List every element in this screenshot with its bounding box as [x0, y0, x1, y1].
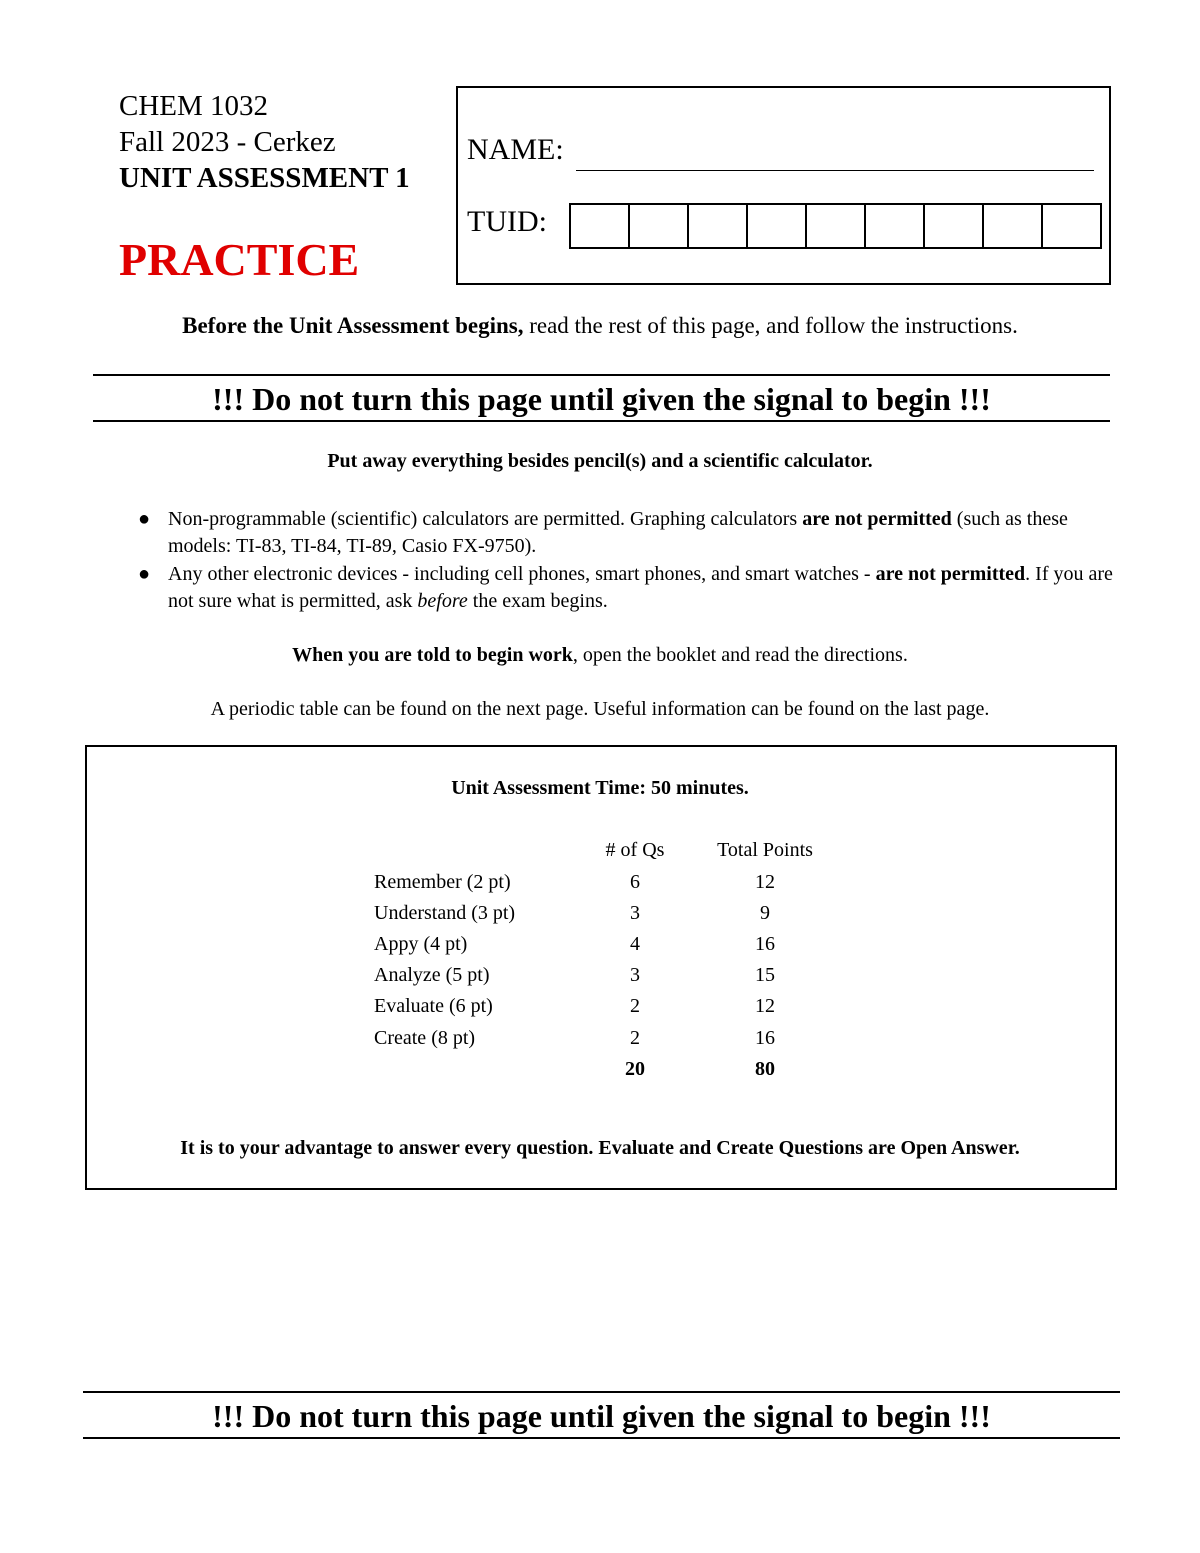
row-qs: 3: [630, 902, 640, 924]
row-name: Remember (2 pt): [374, 871, 511, 893]
row-name: Understand (3 pt): [374, 902, 516, 924]
assessment-title: UNIT ASSESSMENT 1: [119, 162, 410, 194]
tuid-digit-cell[interactable]: [748, 205, 807, 247]
row-points: 9: [760, 902, 770, 924]
practice-label: PRACTICE: [119, 234, 360, 285]
row-points: 16: [755, 933, 775, 955]
tuid-digit-cell[interactable]: [571, 205, 630, 247]
put-away-instruction: Put away everything besides pencil(s) and a scientific calculator.: [327, 450, 873, 472]
row-points: 12: [755, 995, 775, 1017]
assessment-time: Unit Assessment Time: 50 minutes.: [451, 777, 749, 799]
course-term: Fall 2023 - Cerkez: [119, 126, 336, 158]
name-field[interactable]: [576, 170, 1094, 171]
row-qs: 3: [630, 964, 640, 986]
row-name: Appy (4 pt): [374, 933, 468, 955]
total-qs: 20: [625, 1058, 645, 1080]
begin-instruction: When you are told to begin work, open the booklet and read the directions.: [292, 644, 908, 666]
row-qs: 4: [630, 933, 640, 955]
banner-top-rule: [93, 374, 1110, 376]
row-qs: 2: [630, 1027, 640, 1049]
banner-bottom-rule: [93, 420, 1110, 422]
row-name: Evaluate (6 pt): [374, 995, 493, 1017]
tuid-digit-cell[interactable]: [925, 205, 984, 247]
tuid-field[interactable]: [569, 203, 1102, 249]
row-points: 12: [755, 871, 775, 893]
column-header-points: Total Points: [717, 839, 813, 861]
pre-exam-instruction: [0, 313, 1200, 339]
periodic-table-note: A periodic table can be found on the next page. Useful information can be found on the last page.: [210, 698, 990, 720]
pre-exam-instruction-bold: Before the Unit Assessment begins,: [182, 313, 524, 338]
name-label: NAME:: [467, 133, 564, 166]
row-points: 16: [755, 1027, 775, 1049]
course-code: CHEM 1032: [119, 90, 269, 122]
bullet-icon: ●: [138, 563, 151, 585]
row-qs: 6: [630, 871, 640, 893]
row-name: Create (8 pt): [374, 1027, 476, 1049]
bullet-icon: ●: [138, 508, 151, 530]
column-header-qs: # of Qs: [605, 839, 665, 861]
advantage-note: It is to your advantage to answer every question. Evaluate and Create Questions are Open Answer.: [180, 1137, 1020, 1159]
tuid-digit-cell[interactable]: [1043, 205, 1100, 247]
course-info: [119, 88, 410, 196]
row-qs: 2: [630, 995, 640, 1017]
list-item: ● Any other electronic devices - including cell phones, smart phones, and smart watches - are not permitted. If you are not sure what is permitted, ask before the exam begins.: [138, 563, 1113, 612]
total-points: 80: [755, 1058, 775, 1080]
tuid-digit-cell[interactable]: [866, 205, 925, 247]
tuid-digit-cell[interactable]: [984, 205, 1043, 247]
row-points: 15: [755, 964, 775, 986]
tuid-digit-cell[interactable]: [630, 205, 689, 247]
tuid-digit-cell[interactable]: [807, 205, 866, 247]
pre-exam-instruction-rest: read the rest of this page, and follow the instructions.: [523, 313, 1018, 338]
top-warning-banner: !!! Do not turn this page until given the signal to begin !!!: [212, 381, 991, 417]
row-name: Analyze (5 pt): [374, 964, 490, 986]
bottom-banner-top-rule: [83, 1391, 1120, 1393]
bottom-warning-banner: !!! Do not turn this page until given the signal to begin !!!: [212, 1398, 991, 1434]
tuid-label: TUID:: [467, 205, 547, 238]
student-id-box: [456, 86, 1111, 285]
tuid-digit-cell[interactable]: [689, 205, 748, 247]
rules-list: [138, 506, 1128, 616]
list-item: ● Non-programmable (scientific) calculators are permitted. Graphing calculators are not permitted (such as these models: TI-83, TI-84, TI-89, Casio FX-9750).: [138, 508, 1068, 557]
bottom-banner-bottom-rule: [83, 1437, 1120, 1439]
